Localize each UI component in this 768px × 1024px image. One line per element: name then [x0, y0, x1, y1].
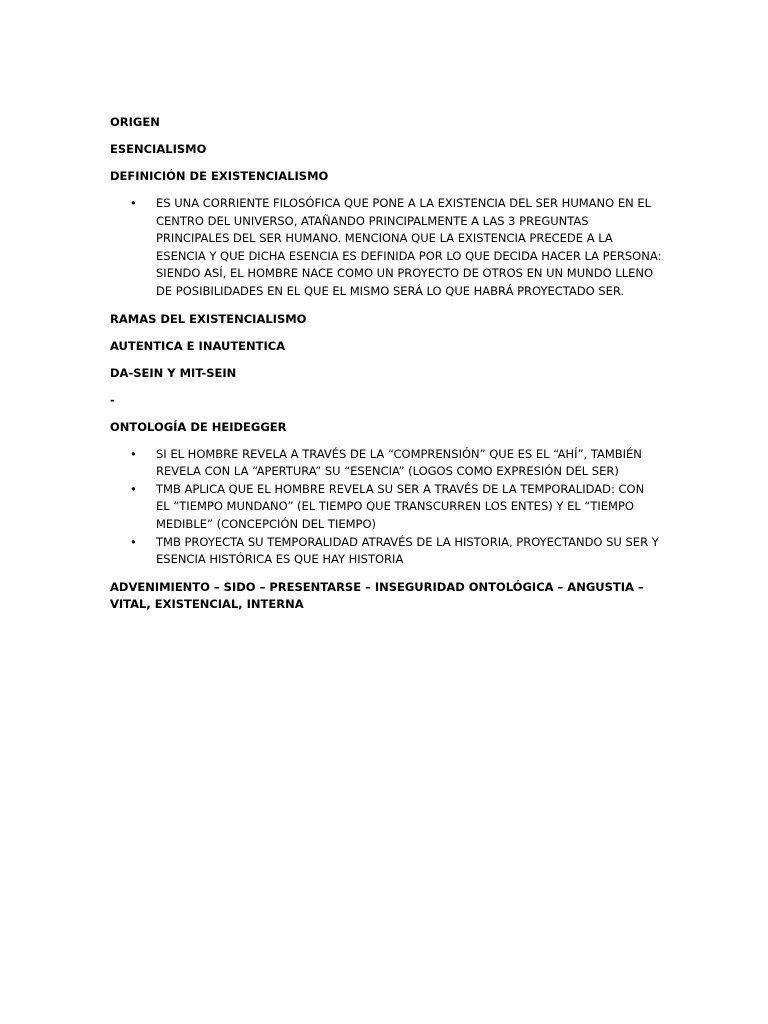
- heading-origen: ORIGEN: [110, 115, 160, 129]
- document-page: [110, 114, 660, 623]
- definicion-list: [110, 195, 660, 301]
- heading-esencialismo: ESENCIALISMO: [110, 142, 207, 156]
- heading-ontologia: ONTOLOGÍA DE HEIDEGGER: [110, 419, 287, 434]
- bullet-icon: •: [130, 446, 137, 461]
- bullet-icon: •: [130, 196, 137, 210]
- list-item-text: TMB PROYECTA SU TEMPORALIDAD ATRAVÉS DE LA HISTORIA, PROYECTANDO SU SER Y ESENCIA HISTÓRICA ES QUE HAY HISTORIA: [156, 534, 659, 567]
- heading-dash: -: [110, 392, 115, 407]
- heading-advenimiento: ADVENIMIENTO – SIDO – PRESENTARSE – INSEGURIDAD ONTOLÓGICA – ANGUSTIA –VITAL, EXISTENCIAL, INTERNA: [110, 579, 644, 611]
- list-item: [110, 481, 660, 534]
- bullet-icon: •: [130, 481, 137, 496]
- heading-definicion: DEFINICIÓN DE EXISTENCIALISMO: [110, 169, 329, 183]
- list-item: [110, 446, 660, 481]
- heading-dasein: DA-SEIN Y MIT-SEIN: [110, 365, 237, 380]
- list-item-text: ES UNA CORRIENTE FILOSÓFICA QUE PONE A LA EXISTENCIA DEL SER HUMANO EN EL CENTRO DEL UNIVERSO, ATAÑANDO PRINCIPALMENTE A LAS 3 PREGUNTAS PRINCIPALES DEL SER HUMANO. MENCIONA QUE LA EXISTENCIA PRECEDE A LA ESENCIA Y QUE DICHA ESENCIA ES DEFINIDA POR LO QUE DECIDA HACER LA PERSONA: SIENDO ASÍ, EL HOMBRE NACE COMO UN PROYECTO DE OTROS EN UN MUNDO LLENO DE POSIBILIDADES EN EL QUE EL MISMO SERÁ LO QUE HABRÁ PROYECTADO SER.: [156, 196, 662, 298]
- heading-autentica: AUTENTICA E INAUTENTICA: [110, 338, 286, 353]
- bullet-icon: •: [130, 534, 137, 549]
- list-item: [110, 534, 660, 569]
- ontologia-list: [110, 446, 660, 569]
- heading-ramas: RAMAS DEL EXISTENCIALISMO: [110, 311, 307, 326]
- list-item: [110, 195, 662, 301]
- list-item-text: SI EL HOMBRE REVELA A TRAVÉS DE LA “COMPRENSIÓN” QUE ES EL “AHÍ”, TAMBIÉN REVELA CON LA “APERTURA” SU “ESENCIA” (LOGOS COMO EXPRESIÓN DEL SER): [156, 446, 642, 479]
- list-item-text: TMB APLICA QUE EL HOMBRE REVELA SU SER A TRAVÉS DE LA TEMPORALIDAD: CON EL “TIEMPO MUNDANO” (EL TIEMPO QUE TRANSCURREN LOS ENTES) Y EL “TIEMPO MEDIBLE” (CONCEPCIÓN DEL TIEMPO): [156, 481, 645, 531]
